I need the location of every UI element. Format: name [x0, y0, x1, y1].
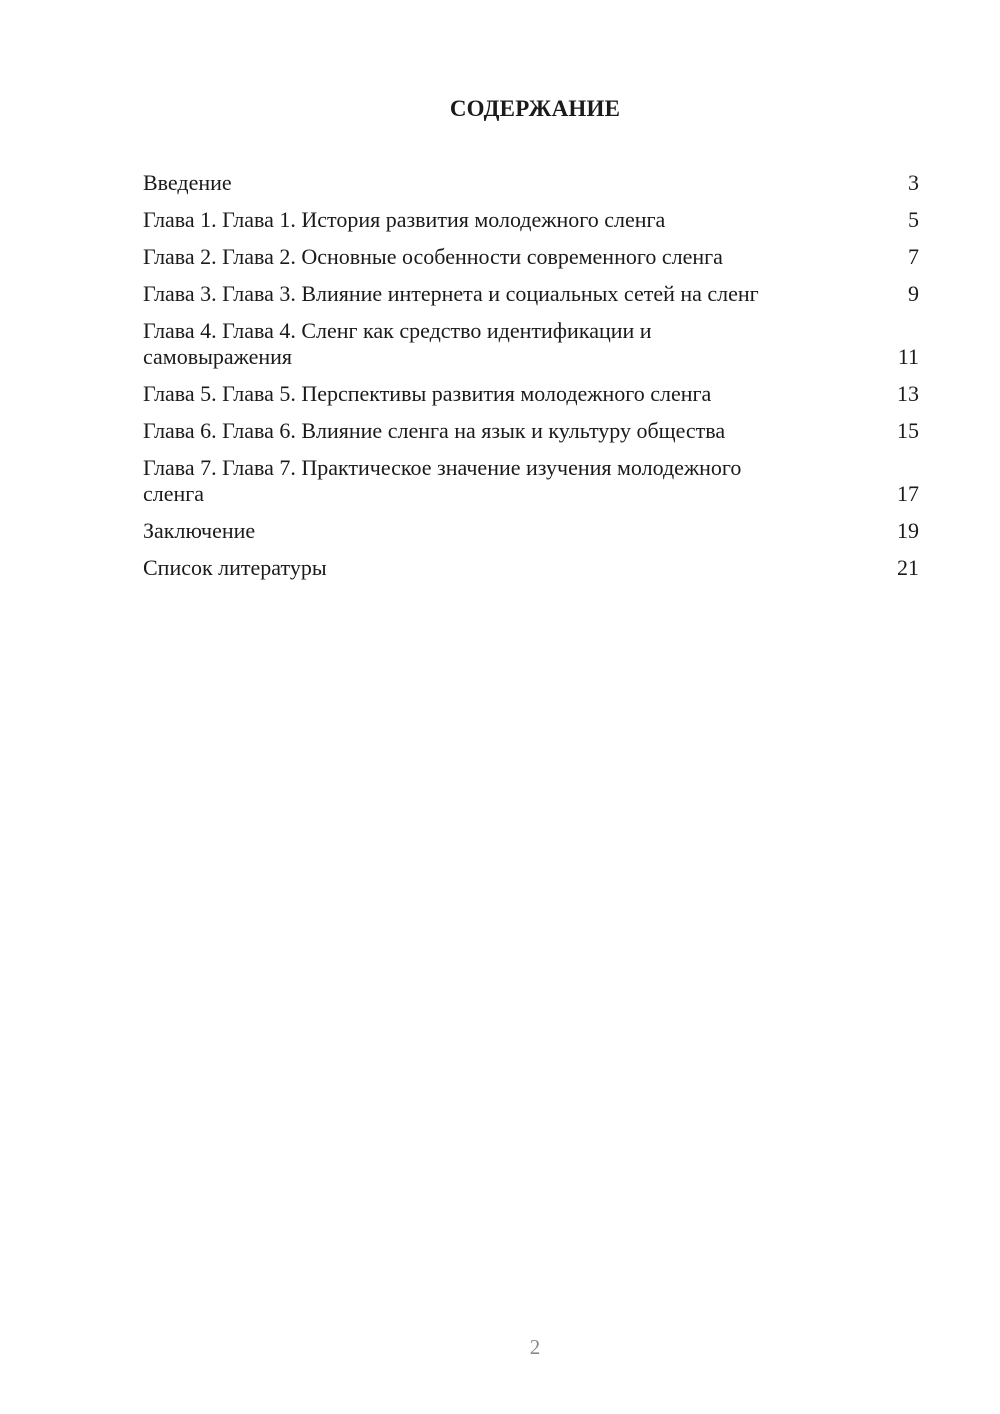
page-number: 2 — [529, 1335, 541, 1359]
toc-entry-title: Глава 4. Глава 4. Сленг как средство идентификации и самовыражения — [143, 318, 652, 369]
toc-entry-title: Глава 3. Глава 3. Влияние интернета и социальных сетей на сленг — [143, 281, 759, 306]
toc-entry-title: Глава 6. Глава 6. Влияние сленга на язык и культуру общества — [143, 418, 726, 443]
toc-entry-page: 7 — [908, 244, 919, 269]
toc-entry-page: 11 — [897, 344, 919, 369]
toc-entry-title: Глава 1. Глава 1. История развития молодежного сленга — [143, 207, 666, 232]
toc-entry-page: 13 — [897, 381, 919, 406]
page-title: СОДЕРЖАНИЕ — [449, 96, 621, 121]
toc-entry-title: Глава 7. Глава 7. Практическое значение изучения молодежного сленга — [143, 455, 742, 506]
toc-entry-page: 3 — [908, 170, 919, 195]
toc-entry-title: Список литературы — [143, 555, 327, 580]
toc-entry — [143, 281, 919, 307]
toc-entry — [143, 207, 919, 233]
toc-entry — [143, 455, 919, 507]
toc-entry-page: 17 — [897, 481, 919, 506]
toc-entry — [143, 244, 919, 270]
toc-entry-title: Заключение — [143, 518, 256, 543]
toc-entry — [143, 381, 919, 407]
toc-entry — [143, 555, 919, 581]
toc-entry-title: Глава 5. Глава 5. Перспективы развития молодежного сленга — [143, 381, 712, 406]
toc-entry-page: 9 — [908, 281, 919, 306]
toc-entry-page: 21 — [897, 555, 919, 580]
toc-entry-title: Глава 2. Глава 2. Основные особенности современного сленга — [143, 244, 723, 269]
toc-entry-page: 15 — [897, 418, 919, 443]
toc-entry — [143, 518, 919, 544]
toc-entry-page: 19 — [897, 518, 919, 543]
toc-entry-page: 5 — [908, 207, 919, 232]
toc-entry — [143, 170, 919, 196]
table-of-contents — [143, 170, 919, 592]
toc-entry — [143, 318, 919, 370]
toc-entry-title: Введение — [143, 170, 232, 195]
toc-entry — [143, 418, 919, 444]
